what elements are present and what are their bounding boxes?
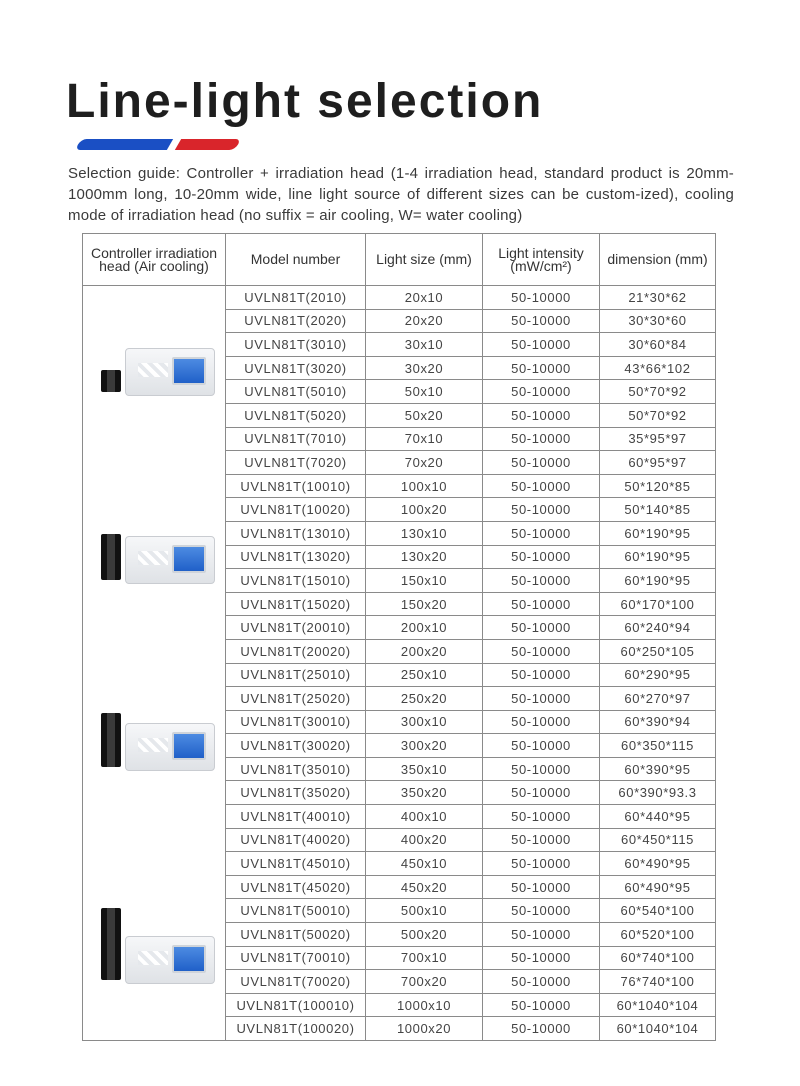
cell-light-size: 250x10	[366, 663, 483, 687]
cell-intensity: 50-10000	[483, 498, 600, 522]
cell-intensity: 50-10000	[483, 592, 600, 616]
cell-intensity: 50-10000	[483, 805, 600, 829]
cell-light-size: 100x20	[366, 498, 483, 522]
cell-model: UVLN81T(2020)	[226, 309, 366, 333]
cell-intensity: 50-10000	[483, 545, 600, 569]
cell-light-size: 700x20	[366, 970, 483, 994]
cell-intensity: 50-10000	[483, 380, 600, 404]
cell-model: UVLN81T(7010)	[226, 427, 366, 451]
irradiation-head-image	[101, 908, 121, 980]
cell-intensity: 50-10000	[483, 663, 600, 687]
cell-dimension: 50*120*85	[600, 474, 716, 498]
cell-dimension: 60*740*100	[600, 946, 716, 970]
cell-intensity: 50-10000	[483, 993, 600, 1017]
cell-intensity: 50-10000	[483, 757, 600, 781]
cell-dimension: 60*490*95	[600, 852, 716, 876]
cell-model: UVLN81T(30020)	[226, 734, 366, 758]
cell-model: UVLN81T(2010)	[226, 286, 366, 310]
cell-intensity: 50-10000	[483, 356, 600, 380]
cell-light-size: 50x10	[366, 380, 483, 404]
cell-intensity: 50-10000	[483, 781, 600, 805]
cell-intensity: 50-10000	[483, 687, 600, 711]
cell-intensity: 50-10000	[483, 521, 600, 545]
cell-dimension: 60*190*95	[600, 545, 716, 569]
cell-model: UVLN81T(40020)	[226, 828, 366, 852]
cell-light-size: 100x10	[366, 474, 483, 498]
cell-dimension: 50*70*92	[600, 403, 716, 427]
cell-light-size: 300x20	[366, 734, 483, 758]
cell-dimension: 21*30*62	[600, 286, 716, 310]
cell-light-size: 70x10	[366, 427, 483, 451]
cell-intensity: 50-10000	[483, 451, 600, 475]
cell-model: UVLN81T(35010)	[226, 757, 366, 781]
header-light-size: Light size (mm)	[366, 234, 483, 286]
irradiation-head-image	[101, 370, 121, 392]
touch-screen-icon	[172, 545, 206, 573]
cell-model: UVLN81T(20020)	[226, 639, 366, 663]
cell-model: UVLN81T(7020)	[226, 451, 366, 475]
cell-dimension: 60*390*95	[600, 757, 716, 781]
cell-dimension: 60*390*94	[600, 710, 716, 734]
touch-screen-icon	[172, 945, 206, 973]
cell-light-size: 300x10	[366, 710, 483, 734]
irradiation-head-image	[101, 713, 121, 767]
cell-dimension: 43*66*102	[600, 356, 716, 380]
controller-unit-image	[125, 723, 215, 771]
cell-model: UVLN81T(15020)	[226, 592, 366, 616]
cell-light-size: 450x10	[366, 852, 483, 876]
cell-model: UVLN81T(10020)	[226, 498, 366, 522]
cell-light-size: 150x20	[366, 592, 483, 616]
cell-dimension: 60*450*115	[600, 828, 716, 852]
cell-light-size: 70x20	[366, 451, 483, 475]
table-body	[83, 286, 716, 1041]
cell-model: UVLN81T(5010)	[226, 380, 366, 404]
cell-model: UVLN81T(100010)	[226, 993, 366, 1017]
cell-model: UVLN81T(30010)	[226, 710, 366, 734]
cell-light-size: 700x10	[366, 946, 483, 970]
cell-intensity: 50-10000	[483, 970, 600, 994]
product-image	[101, 908, 213, 984]
cell-dimension: 60*440*95	[600, 805, 716, 829]
cell-model: UVLN81T(13020)	[226, 545, 366, 569]
cell-dimension: 76*740*100	[600, 970, 716, 994]
cell-intensity: 50-10000	[483, 875, 600, 899]
cell-light-size: 1000x20	[366, 1017, 483, 1041]
cell-model: UVLN81T(3010)	[226, 333, 366, 357]
selection-guide: Selection guide: Controller + irradiation head (1-4 irradiation head, standard product is 20mm-1000mm long, 10-20mm wide, line light source of different sizes can be custom-ized), cooling mode of irradiation head (no suffix = air cooling, W= water cooling)	[68, 165, 734, 224]
cell-light-size: 350x10	[366, 757, 483, 781]
cell-model: UVLN81T(25020)	[226, 687, 366, 711]
product-image	[101, 534, 213, 584]
cell-intensity: 50-10000	[483, 639, 600, 663]
cell-intensity: 50-10000	[483, 286, 600, 310]
cell-intensity: 50-10000	[483, 569, 600, 593]
cell-model: UVLN81T(45020)	[226, 875, 366, 899]
cell-model: UVLN81T(70010)	[226, 946, 366, 970]
cell-light-size: 500x10	[366, 899, 483, 923]
cell-intensity: 50-10000	[483, 616, 600, 640]
cell-dimension: 60*350*115	[600, 734, 716, 758]
table-header-row	[83, 234, 716, 286]
cell-model: UVLN81T(13010)	[226, 521, 366, 545]
cell-dimension: 60*390*93.3	[600, 781, 716, 805]
cell-light-size: 20x10	[366, 286, 483, 310]
cell-dimension: 50*140*85	[600, 498, 716, 522]
cell-intensity: 50-10000	[483, 734, 600, 758]
cell-intensity: 50-10000	[483, 852, 600, 876]
cell-intensity: 50-10000	[483, 946, 600, 970]
header-model: Model number	[226, 234, 366, 286]
cell-light-size: 1000x10	[366, 993, 483, 1017]
cell-dimension: 60*290*95	[600, 663, 716, 687]
cell-intensity: 50-10000	[483, 828, 600, 852]
cell-dimension: 30*30*60	[600, 309, 716, 333]
cell-light-size: 50x20	[366, 403, 483, 427]
cell-light-size: 450x20	[366, 875, 483, 899]
cell-model: UVLN81T(45010)	[226, 852, 366, 876]
cell-model: UVLN81T(35020)	[226, 781, 366, 805]
cell-dimension: 30*60*84	[600, 333, 716, 357]
cell-intensity: 50-10000	[483, 1017, 600, 1041]
cell-model: UVLN81T(10010)	[226, 474, 366, 498]
cell-light-size: 200x20	[366, 639, 483, 663]
cell-dimension: 60*540*100	[600, 899, 716, 923]
cell-light-size: 400x10	[366, 805, 483, 829]
cell-intensity: 50-10000	[483, 309, 600, 333]
cell-light-size: 130x20	[366, 545, 483, 569]
cell-intensity: 50-10000	[483, 403, 600, 427]
cell-dimension: 60*520*100	[600, 923, 716, 947]
cell-light-size: 500x20	[366, 923, 483, 947]
cell-model: UVLN81T(40010)	[226, 805, 366, 829]
cell-intensity: 50-10000	[483, 333, 600, 357]
cell-dimension: 60*190*95	[600, 521, 716, 545]
touch-screen-icon	[172, 732, 206, 760]
header-light-intensity: Light intensity (mW/cm²)	[483, 234, 600, 286]
touch-screen-icon	[172, 357, 206, 385]
cell-dimension: 60*170*100	[600, 592, 716, 616]
cell-light-size: 150x10	[366, 569, 483, 593]
controller-unit-image	[125, 348, 215, 396]
cell-light-size: 350x20	[366, 781, 483, 805]
cell-dimension: 35*95*97	[600, 427, 716, 451]
cell-intensity: 50-10000	[483, 710, 600, 734]
cell-model: UVLN81T(20010)	[226, 616, 366, 640]
cell-model: UVLN81T(25010)	[226, 663, 366, 687]
cell-dimension: 60*490*95	[600, 875, 716, 899]
cell-intensity: 50-10000	[483, 923, 600, 947]
cell-dimension: 60*240*94	[600, 616, 716, 640]
cell-dimension: 60*1040*104	[600, 1017, 716, 1041]
cell-light-size: 250x20	[366, 687, 483, 711]
cell-model: UVLN81T(100020)	[226, 1017, 366, 1041]
cell-dimension: 50*70*92	[600, 380, 716, 404]
cell-model: UVLN81T(15010)	[226, 569, 366, 593]
header-dimension: dimension (mm)	[600, 234, 716, 286]
product-images-cell	[83, 286, 226, 1041]
cell-model: UVLN81T(70020)	[226, 970, 366, 994]
blue-accent-stripe	[75, 139, 173, 150]
page-title: Line-light selection	[66, 75, 544, 128]
cell-light-size: 200x10	[366, 616, 483, 640]
cell-model: UVLN81T(5020)	[226, 403, 366, 427]
product-image	[101, 370, 213, 396]
cell-dimension: 60*270*97	[600, 687, 716, 711]
cell-dimension: 60*95*97	[600, 451, 716, 475]
cell-dimension: 60*1040*104	[600, 993, 716, 1017]
table-row	[83, 286, 716, 310]
irradiation-head-image	[101, 534, 121, 580]
cell-light-size: 30x20	[366, 356, 483, 380]
controller-unit-image	[125, 936, 215, 984]
cell-model: UVLN81T(3020)	[226, 356, 366, 380]
cell-intensity: 50-10000	[483, 427, 600, 451]
product-image	[101, 713, 213, 771]
controller-unit-image	[125, 536, 215, 584]
cell-dimension: 60*190*95	[600, 569, 716, 593]
red-accent-stripe	[175, 139, 241, 150]
cell-model: UVLN81T(50020)	[226, 923, 366, 947]
cell-intensity: 50-10000	[483, 899, 600, 923]
cell-dimension: 60*250*105	[600, 639, 716, 663]
selection-table	[82, 233, 716, 1041]
cell-light-size: 400x20	[366, 828, 483, 852]
cell-light-size: 20x20	[366, 309, 483, 333]
cell-light-size: 130x10	[366, 521, 483, 545]
header-controller: Controller irradiation head (Air cooling)	[83, 234, 226, 286]
cell-model: UVLN81T(50010)	[226, 899, 366, 923]
cell-light-size: 30x10	[366, 333, 483, 357]
cell-intensity: 50-10000	[483, 474, 600, 498]
